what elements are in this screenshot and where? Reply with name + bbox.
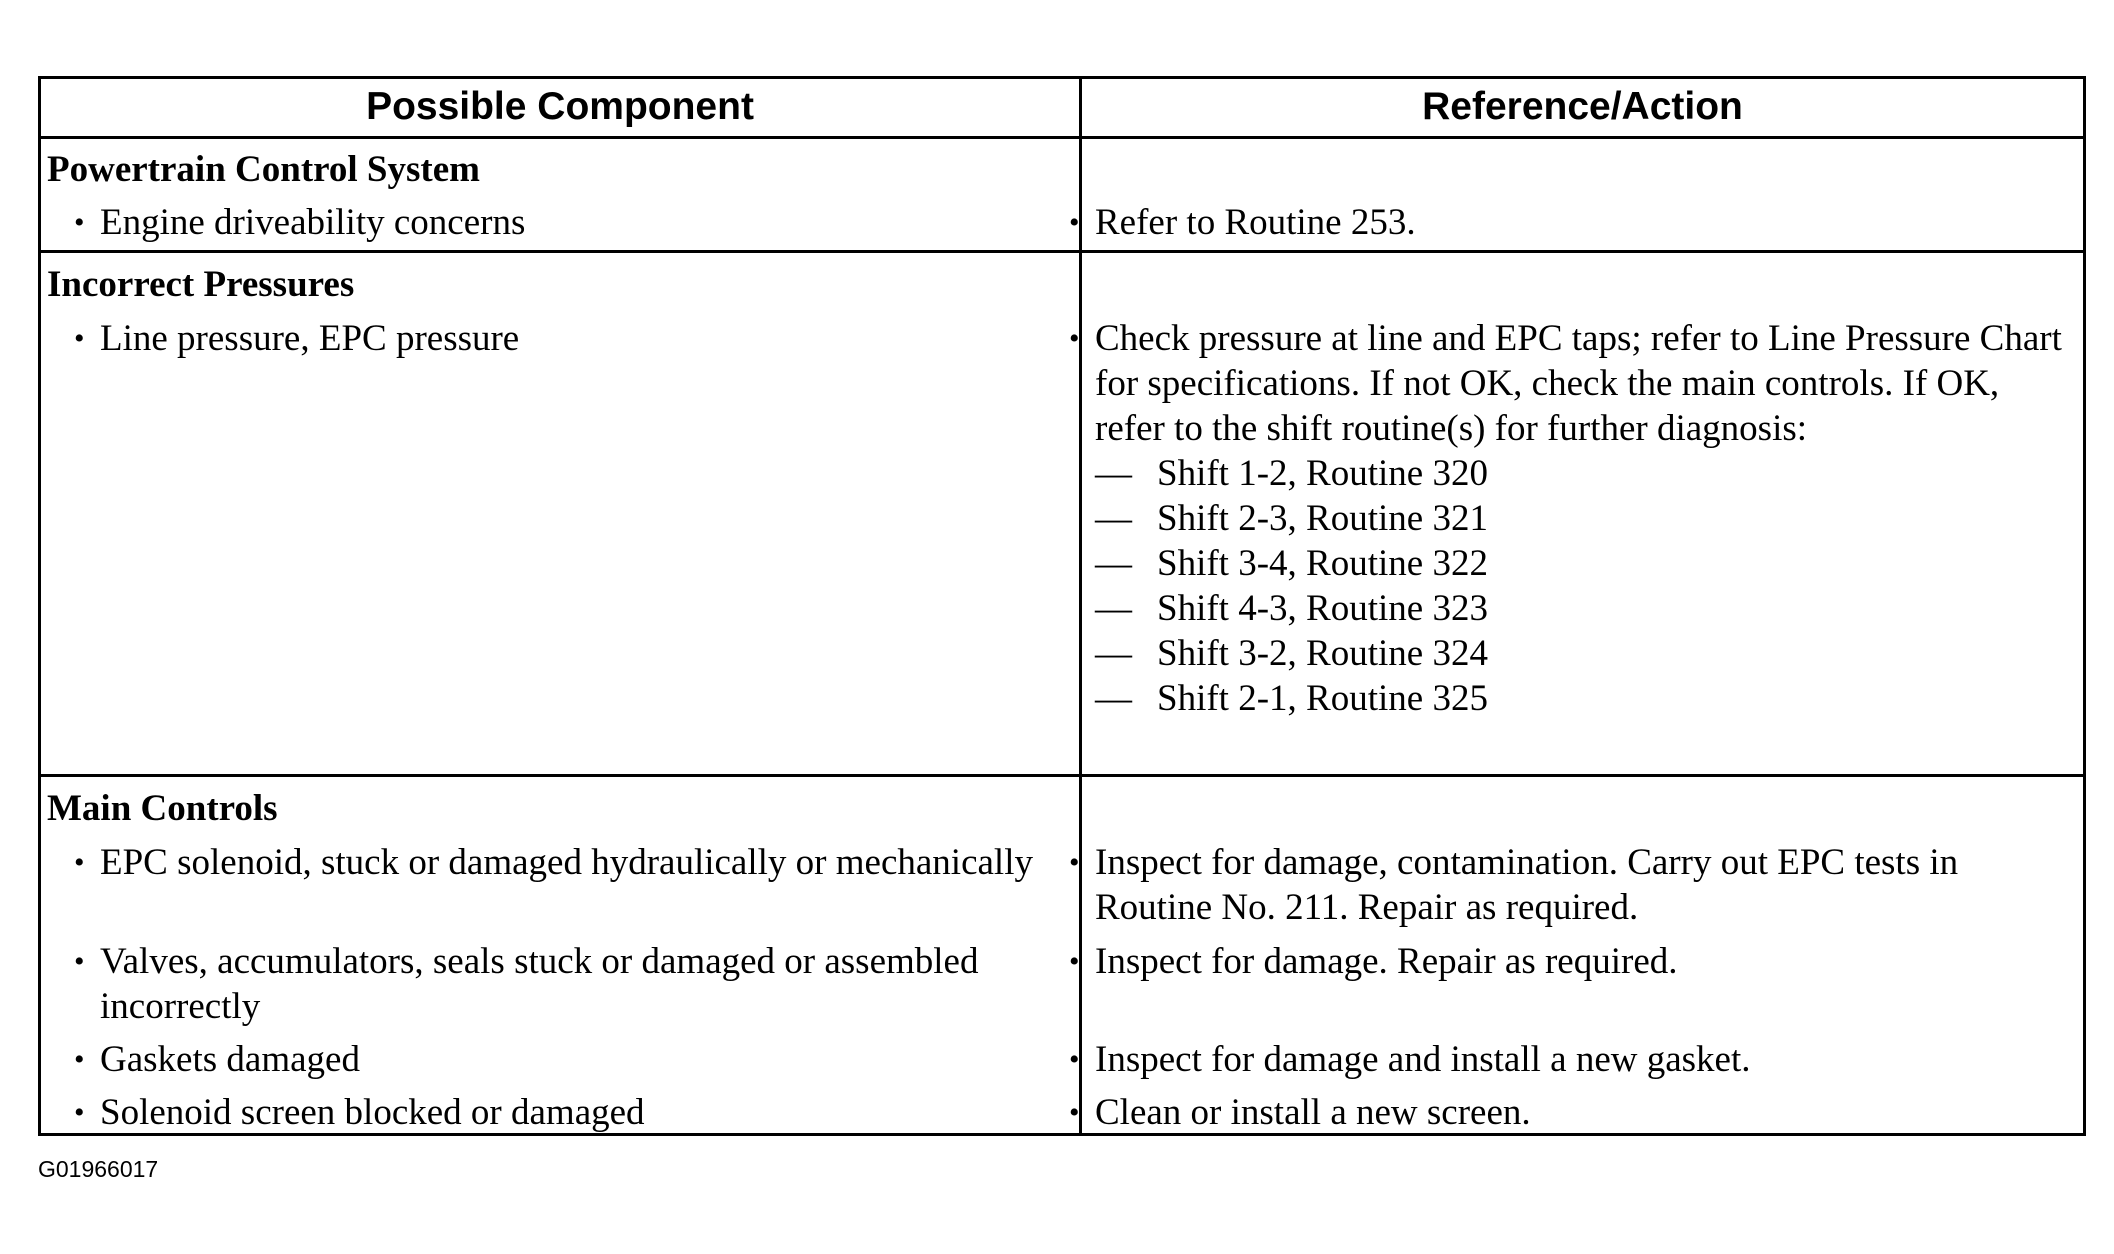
action-text: Inspect for damage and install a new gasket. [1095,1039,1751,1080]
bullet: • [74,1096,85,1129]
action-check-pressure [1069,316,2075,721]
dash: — [1095,543,1132,584]
bullet: • [74,1043,85,1076]
bullet: • [1069,1043,1080,1076]
action-new-gasket [1069,1037,2075,1082]
component-text: Line pressure, EPC pressure [100,318,520,359]
bullet: • [1069,322,1080,355]
bullet: • [1069,846,1080,879]
component-solenoid-screen [74,1090,1060,1135]
component-text: Valves, accumulators, seals stuck or damaged or assembled incorrectly [100,941,979,1027]
section-title-incorrect-pressures: Incorrect Pressures [47,264,355,305]
shift-routine-item [1095,541,2075,586]
action-text: Inspect for damage, contamination. Carry out EPC tests in Routine No. 211. Repair as required. [1095,842,1959,928]
shift-routine-item [1095,676,2075,721]
component-gaskets [74,1037,1060,1082]
component-text: EPC solenoid, stuck or damaged hydraulically or mechanically [100,842,1033,883]
shift-routine-text: Shift 2-1, Routine 325 [1157,678,1488,719]
dash: — [1095,678,1132,719]
action-text: Clean or install a new screen. [1095,1092,1531,1133]
dash: — [1095,633,1132,674]
component-epc-solenoid [74,840,1060,885]
bullet: • [74,846,85,879]
component-line-pressure [74,316,1060,361]
shift-routine-text: Shift 3-2, Routine 324 [1157,633,1488,674]
bullet: • [74,206,85,239]
bullet: • [74,945,85,978]
header-divider [38,136,2086,139]
shift-routine-item [1095,586,2075,631]
action-refer-routine-253 [1069,200,2075,245]
dash: — [1095,453,1132,494]
shift-routine-item [1095,451,2075,496]
header-reference-action: Reference/Action [1422,85,1743,128]
action-epc-tests [1069,840,2075,930]
action-new-screen [1069,1090,2075,1135]
section-divider-1 [38,250,2086,253]
shift-routine-text: Shift 4-3, Routine 323 [1157,588,1488,629]
header-possible-component: Possible Component [366,85,754,128]
component-text: Gaskets damaged [100,1039,360,1080]
section-divider-2 [38,774,2086,777]
bullet: • [74,322,85,355]
bullet: • [1069,206,1080,239]
component-engine-driveability [74,200,1060,245]
action-text: Refer to Routine 253. [1095,202,1416,243]
shift-routine-text: Shift 2-3, Routine 321 [1157,498,1488,539]
shift-routine-item [1095,631,2075,676]
action-text: Check pressure at line and EPC taps; refer to Line Pressure Chart for specifications. If not OK, check the main controls. If OK, refer to the shift routine(s) for further diagnosis: [1095,318,2062,449]
bullet: • [1069,1096,1080,1129]
action-text: Inspect for damage. Repair as required. [1095,941,1678,982]
component-valves-accumulators [74,939,1060,1029]
component-text: Engine driveability concerns [100,202,526,243]
shift-routine-text: Shift 3-4, Routine 322 [1157,543,1488,584]
figure-id: G01966017 [38,1156,159,1182]
dash: — [1095,498,1132,539]
section-title-powertrain: Powertrain Control System [47,149,480,190]
component-text: Solenoid screen blocked or damaged [100,1092,645,1133]
shift-routine-text: Shift 1-2, Routine 320 [1157,453,1488,494]
dash: — [1095,588,1132,629]
bullet: • [1069,945,1080,978]
shift-routine-item [1095,496,2075,541]
action-inspect-damage [1069,939,2075,984]
section-title-main-controls: Main Controls [47,788,278,829]
